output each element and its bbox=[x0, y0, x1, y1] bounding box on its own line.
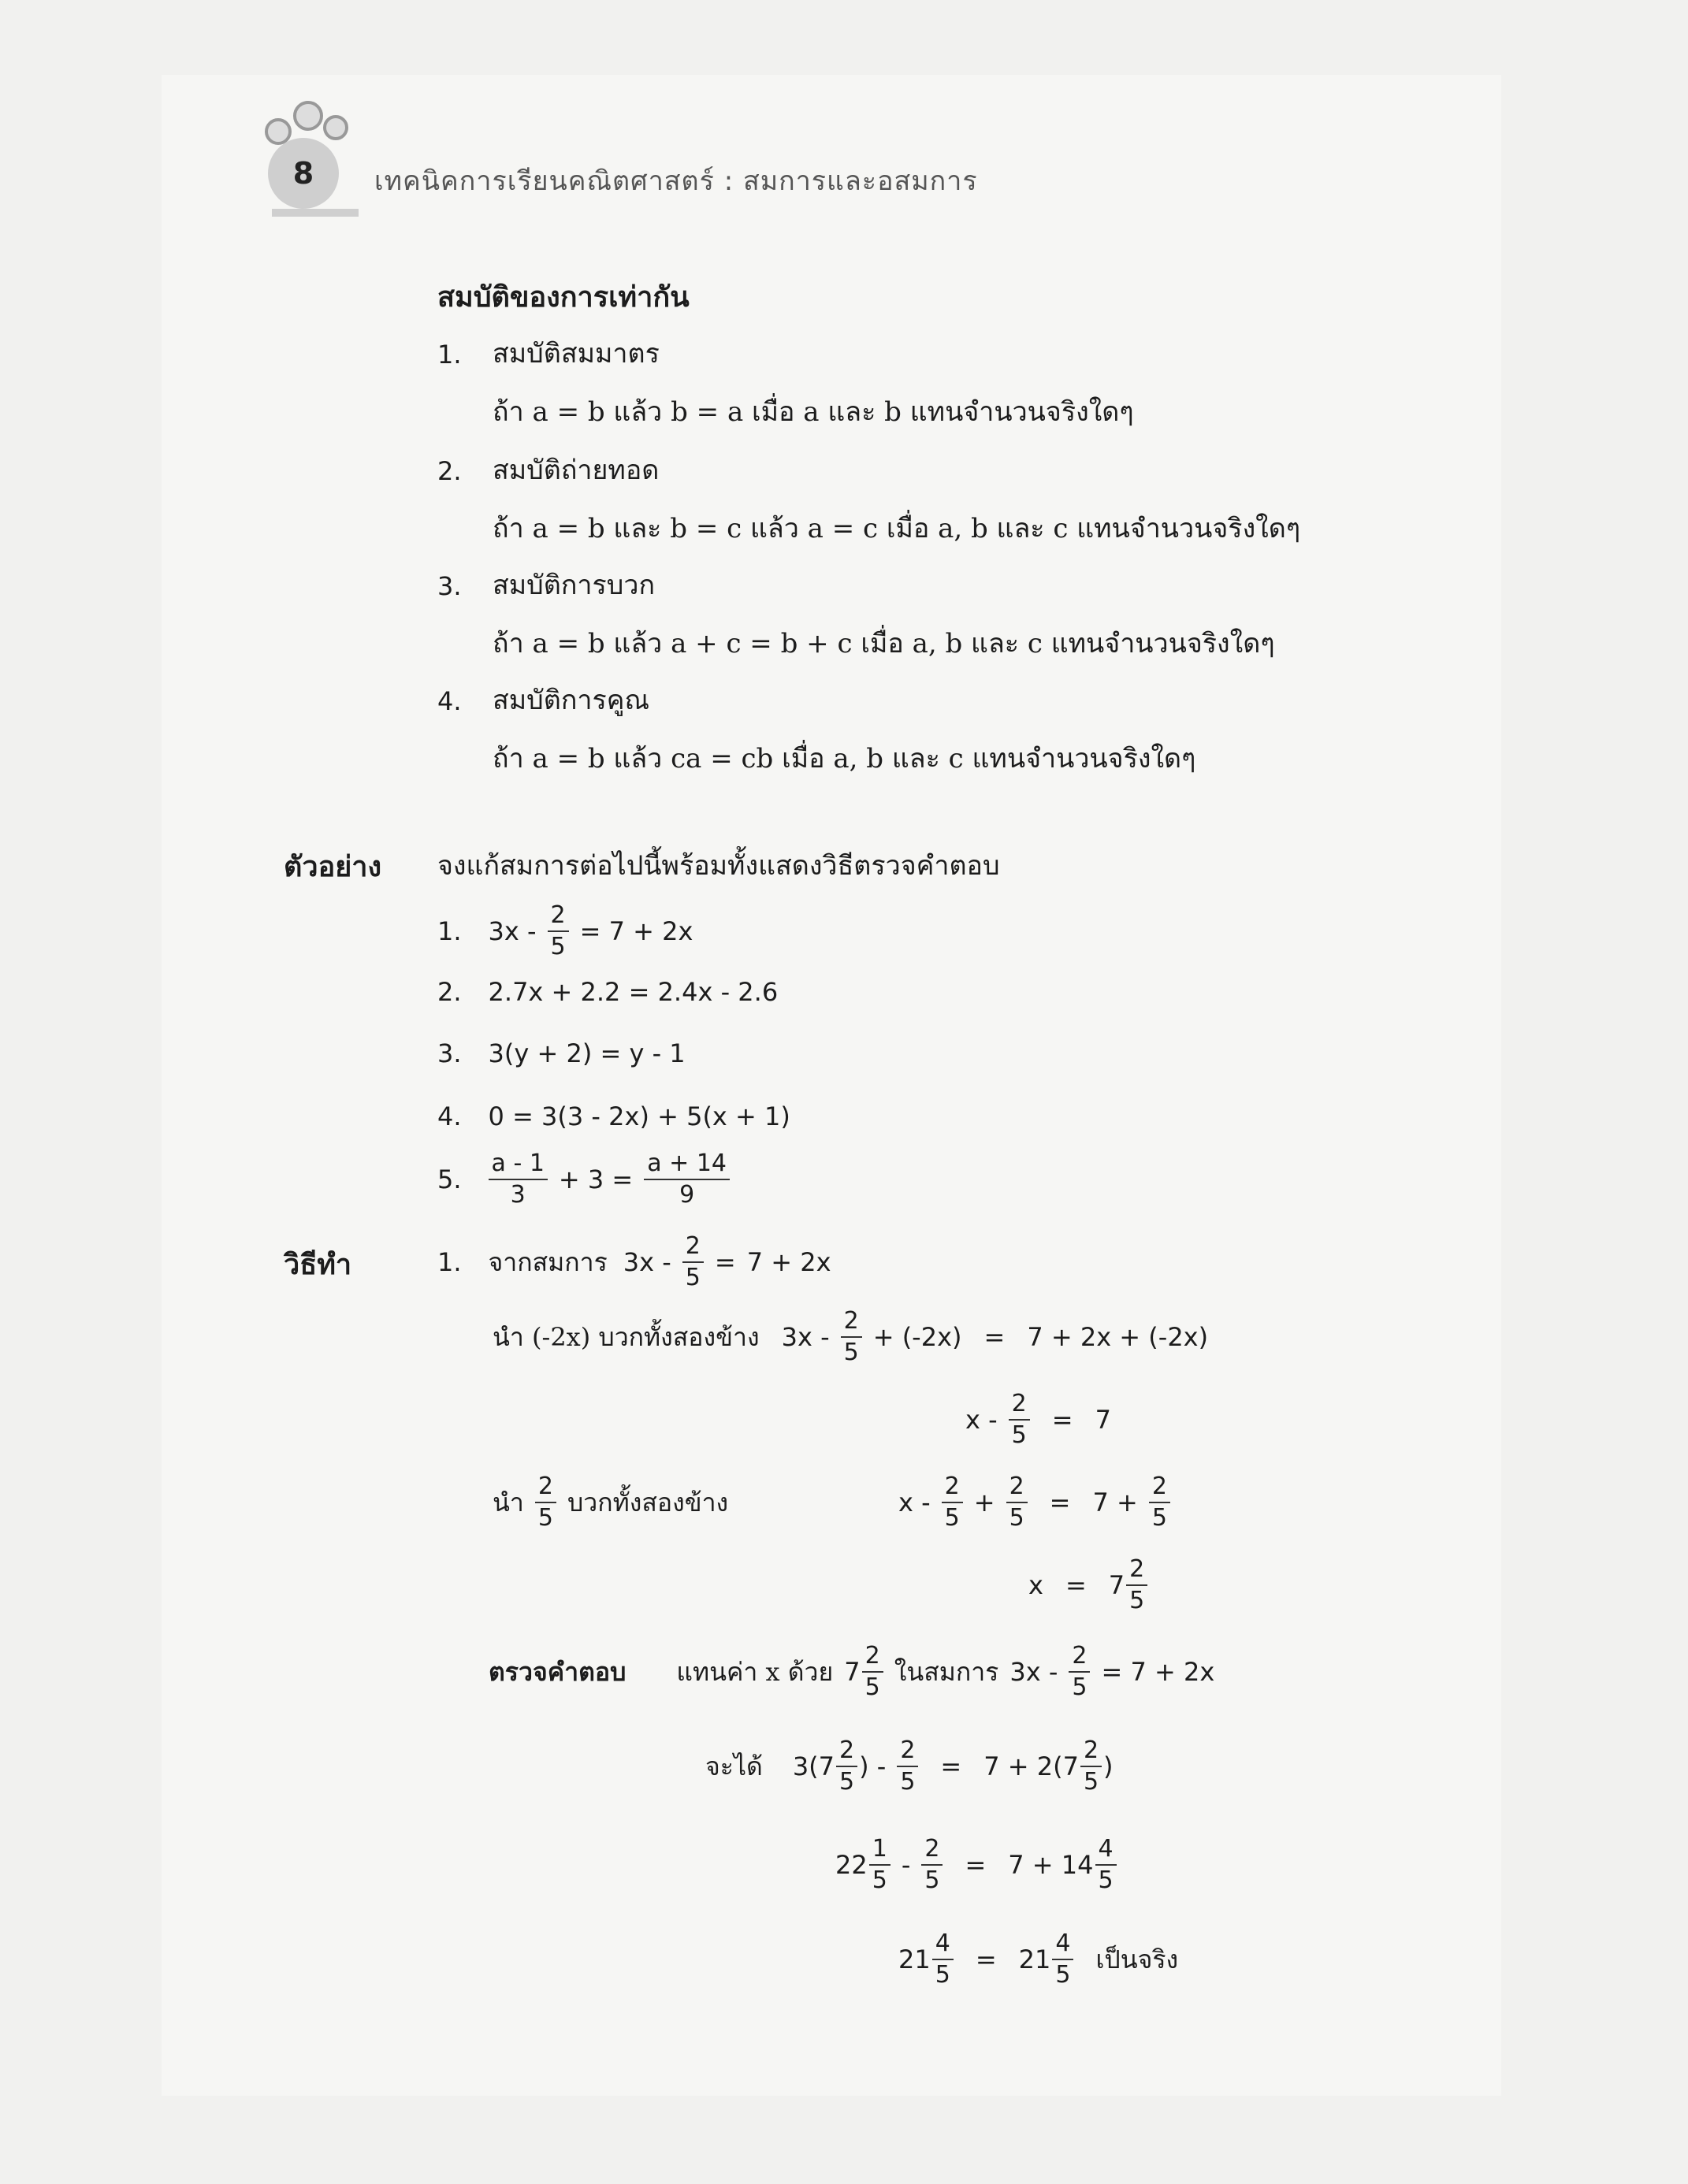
header-title: เทคนิคการเรียนคณิตศาสตร์ : สมการและอสมการ bbox=[374, 165, 978, 197]
properties-heading: สมบัติของการเท่ากัน bbox=[437, 280, 690, 314]
fraction: $\frac{2}{5}$ bbox=[682, 1233, 704, 1291]
equals: = bbox=[1065, 1570, 1087, 1600]
equals: = bbox=[975, 1944, 997, 1974]
property-text: ถ้า a = b แล้ว ca = cb เมื่อ a, b และ c แทนจำนวนจริงใดๆ bbox=[493, 743, 1196, 774]
expr: 3x - bbox=[1009, 1657, 1058, 1687]
equals: = bbox=[983, 1322, 1006, 1352]
mixed-number: 21 $\frac{4}{5}$ bbox=[1019, 1930, 1074, 1989]
solution-step-4-text bbox=[493, 1473, 728, 1532]
equals: = bbox=[1049, 1488, 1071, 1517]
solution-step-2 bbox=[493, 1308, 1208, 1366]
mixed-number: 22 $\frac{1}{5}$ bbox=[835, 1836, 890, 1894]
property-name: สมบัติถ่ายทอด bbox=[493, 455, 660, 486]
step-text: บวกทั้งสองข้าง bbox=[567, 1487, 729, 1517]
result-text: เป็นจริง bbox=[1095, 1944, 1179, 1974]
mixed-number: 7 $\frac{2}{5}$ bbox=[844, 1643, 883, 1701]
expr: + (-2x) bbox=[872, 1322, 962, 1352]
fraction: $\frac{2}{5}$ bbox=[1149, 1473, 1170, 1532]
property-text: ถ้า a = b และ b = c แล้ว a = c เมื่อ a, b และ c แทนจำนวนจริงใดๆ bbox=[493, 513, 1301, 544]
property-number: 2. bbox=[437, 456, 462, 486]
expr: 7 + bbox=[1092, 1488, 1138, 1517]
example-label: ตัวอย่าง bbox=[284, 850, 382, 883]
problem-2 bbox=[437, 977, 778, 1007]
page-number-badge bbox=[268, 138, 339, 209]
problem-number: 3. bbox=[437, 1038, 462, 1068]
equals: = bbox=[940, 1751, 962, 1781]
fraction: $\frac{2}{5}$ bbox=[942, 1473, 963, 1532]
problem-number: 2. bbox=[437, 977, 462, 1007]
expr: 0 = 3(3 - 2x) + 5(x + 1) bbox=[488, 1101, 790, 1131]
header-decoration-icon bbox=[323, 115, 348, 140]
fraction: $\frac{2}{5}$ bbox=[1009, 1391, 1030, 1449]
check-step-1 bbox=[705, 1737, 1114, 1796]
example-instruction: จงแก้สมการต่อไปนี้พร้อมทั้งแสดงวิธีตรวจคำตอบ bbox=[437, 850, 1000, 882]
fraction: $\frac{a - 1}{3}$ bbox=[489, 1150, 548, 1209]
fraction: $\frac{2}{5}$ bbox=[921, 1836, 943, 1894]
property-name: สมบัติสมมาตร bbox=[493, 338, 660, 370]
problem-4 bbox=[437, 1101, 790, 1131]
expr: x - bbox=[898, 1488, 931, 1517]
problem-number: 4. bbox=[437, 1101, 462, 1131]
expr: 3x - bbox=[781, 1322, 830, 1352]
solution-step-1 bbox=[437, 1233, 831, 1291]
mixed-number: 7 $\frac{2}{5}$ bbox=[1109, 1556, 1147, 1614]
page-number: 8 bbox=[292, 156, 314, 191]
equals: = bbox=[965, 1850, 987, 1880]
problem-number: 1. bbox=[437, 916, 462, 946]
step-text: แทนค่า x ด้วย bbox=[676, 1656, 834, 1687]
solution-step-3 bbox=[965, 1391, 1111, 1449]
step-text: จะได้ bbox=[705, 1751, 763, 1781]
step-text: ในสมการ bbox=[894, 1656, 999, 1687]
property-number: 4. bbox=[437, 686, 462, 716]
expr: 3(y + 2) = y - 1 bbox=[488, 1038, 686, 1068]
expr: 2.7x + 2.2 = 2.4x - 2.6 bbox=[488, 977, 779, 1007]
expr: 3x - bbox=[488, 916, 537, 946]
expr: - bbox=[901, 1850, 911, 1880]
header-divider bbox=[272, 209, 359, 217]
expr: + 3 = bbox=[558, 1164, 634, 1194]
problem-number: 5. bbox=[437, 1164, 462, 1194]
fraction: $\frac{2}{5}$ bbox=[897, 1737, 918, 1796]
check-label: ตรวจคำตอบ bbox=[489, 1656, 626, 1687]
fraction: $\frac{2}{5}$ bbox=[841, 1308, 862, 1366]
mixed-number: 7 + 14 $\frac{4}{5}$ bbox=[1008, 1836, 1116, 1894]
property-name: สมบัติการบวก bbox=[493, 570, 656, 601]
expr: + bbox=[973, 1488, 995, 1517]
property-number: 1. bbox=[437, 340, 462, 370]
property-number: 3. bbox=[437, 571, 462, 601]
equals: = bbox=[1051, 1405, 1073, 1435]
solution-step-5 bbox=[1028, 1556, 1147, 1614]
step-number: 1. bbox=[437, 1247, 462, 1277]
problem-1 bbox=[437, 902, 693, 960]
property-text: ถ้า a = b แล้ว a + c = b + c เมื่อ a, b และ c แทนจำนวนจริงใดๆ bbox=[493, 628, 1275, 659]
equals: = bbox=[714, 1247, 736, 1277]
property-name: สมบัติการคูณ bbox=[493, 685, 650, 716]
expr: x - bbox=[965, 1405, 998, 1435]
mixed-number: 7 + 2(7 $\frac{2}{5}$ ) bbox=[983, 1736, 1114, 1796]
step-text: นำ bbox=[493, 1487, 524, 1517]
fraction: $\frac{a + 14}{9}$ bbox=[644, 1150, 730, 1209]
solution-step-4 bbox=[898, 1473, 1170, 1532]
expr: 7 + 2x bbox=[746, 1247, 831, 1277]
expr: 7 bbox=[1095, 1405, 1111, 1435]
fraction: $\frac{2}{5}$ bbox=[548, 902, 569, 960]
step-text: นำ (-2x) บวกทั้งสองข้าง bbox=[493, 1321, 760, 1352]
fraction: $\frac{2}{5}$ bbox=[535, 1473, 556, 1532]
expr: 7 + 2x + (-2x) bbox=[1027, 1322, 1209, 1352]
check-step-3 bbox=[898, 1930, 1178, 1989]
expr: = 7 + 2x bbox=[579, 916, 693, 946]
fraction: $\frac{2}{5}$ bbox=[1069, 1643, 1090, 1701]
problem-5 bbox=[437, 1150, 730, 1209]
expr: = 7 + 2x bbox=[1101, 1657, 1215, 1687]
solution-label: วิธีทำ bbox=[284, 1248, 352, 1281]
expr: x bbox=[1028, 1570, 1043, 1600]
mixed-number: 21 $\frac{4}{5}$ bbox=[898, 1930, 954, 1989]
fraction: $\frac{2}{5}$ bbox=[1006, 1473, 1028, 1532]
property-text: ถ้า a = b แล้ว b = a เมื่อ a และ b แทนจำนวนจริงใดๆ bbox=[493, 396, 1134, 428]
header-decoration-icon bbox=[293, 101, 323, 131]
expr: 3x - bbox=[623, 1247, 671, 1277]
step-text: จากสมการ bbox=[488, 1246, 608, 1277]
mixed-number: 3(7 $\frac{2}{5}$ ) - bbox=[792, 1736, 887, 1796]
problem-3 bbox=[437, 1038, 686, 1068]
check-line bbox=[489, 1643, 1214, 1701]
check-step-2 bbox=[835, 1836, 1117, 1894]
